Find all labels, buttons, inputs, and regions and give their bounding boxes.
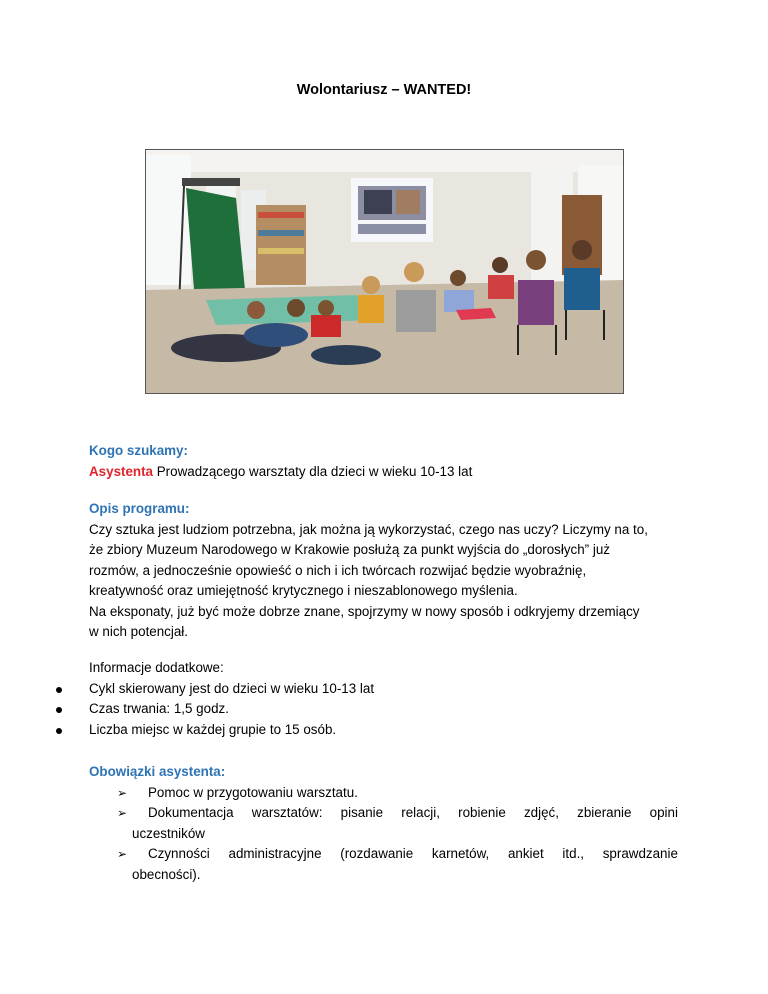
word: administracyjne <box>228 846 322 861</box>
additional-section <box>89 658 689 740</box>
list-item: ➢ Pomoc w przygotowaniu warsztatu. <box>89 783 678 804</box>
word: zdjęć, <box>523 805 559 820</box>
list-item: Czas trwania: 1,5 godz. <box>89 699 689 720</box>
word: Dokumentacja <box>148 805 234 820</box>
word: karnetów, <box>431 846 490 861</box>
word: itd., <box>562 846 585 861</box>
list-item: Cykl skierowany jest do dzieci w wieku 10-13 lat <box>89 679 689 700</box>
word: sprawdzanie <box>602 846 678 861</box>
duties-heading: Obowiązki asystenta: <box>89 764 226 779</box>
program-line: rozmów, a jednocześnie opowieść o nich i ich twórcach rozwijać będzie wyobraźnię, <box>89 562 587 578</box>
program-line: Na eksponaty, już być może dobrze znane, spojrzymy w nowy sposób i odkryjemy drzemiący <box>89 603 640 619</box>
word: relacji, <box>401 805 440 820</box>
list-item: Liczba miejsc w każdej grupie to 15 osób. <box>89 720 689 741</box>
duty-text <box>148 803 678 824</box>
program-line: w nich potencjał. <box>89 624 188 639</box>
program-heading: Opis programu: <box>89 501 190 516</box>
word: zbieranie <box>577 805 632 820</box>
bullet-icon <box>56 707 62 713</box>
word: (rozdawanie <box>340 846 414 861</box>
arrow-bullet-icon: ➢ <box>117 847 128 861</box>
duty-continuation: obecności). <box>132 866 201 882</box>
word: opini <box>649 805 678 820</box>
program-section <box>89 499 689 643</box>
workshop-photo <box>145 149 624 394</box>
who-section <box>89 441 689 482</box>
word: robienie <box>458 805 506 820</box>
duty-text <box>148 844 678 865</box>
arrow-bullet-icon: ➢ <box>117 806 128 820</box>
who-role <box>89 462 689 483</box>
bullet-icon <box>56 687 62 693</box>
who-heading: Kogo szukamy: <box>89 443 188 458</box>
program-line: Czy sztuka jest ludziom potrzebna, jak można ją wykorzystać, czego nas uczy? Liczymy na to, <box>89 521 648 537</box>
word: pisanie <box>340 805 384 820</box>
arrow-bullet-icon: ➢ <box>117 785 128 800</box>
role-highlight: Asystenta <box>89 463 154 479</box>
program-line: kreatywność oraz umiejętność krytycznego i nieszablonowego myślenia. <box>89 583 518 598</box>
word: Czynności <box>148 846 210 861</box>
document-title: Wolontariusz – WANTED! <box>296 82 472 98</box>
duty-continuation: uczestników <box>132 825 205 841</box>
role-description: Prowadzącego warsztaty dla dzieci w wieku 10-13 lat <box>153 463 473 479</box>
program-line: że zbiory Muzeum Narodowego w Krakowie posłużą za punkt wyjścia do „dorosłych” już <box>89 542 610 557</box>
list-item <box>89 844 678 865</box>
word: warsztatów: <box>251 805 323 820</box>
word: ankiet <box>507 846 544 861</box>
list-item <box>89 803 678 824</box>
additional-label: Informacje dodatkowe: <box>89 660 224 675</box>
bullet-icon <box>56 728 62 734</box>
duties-section <box>89 762 678 885</box>
